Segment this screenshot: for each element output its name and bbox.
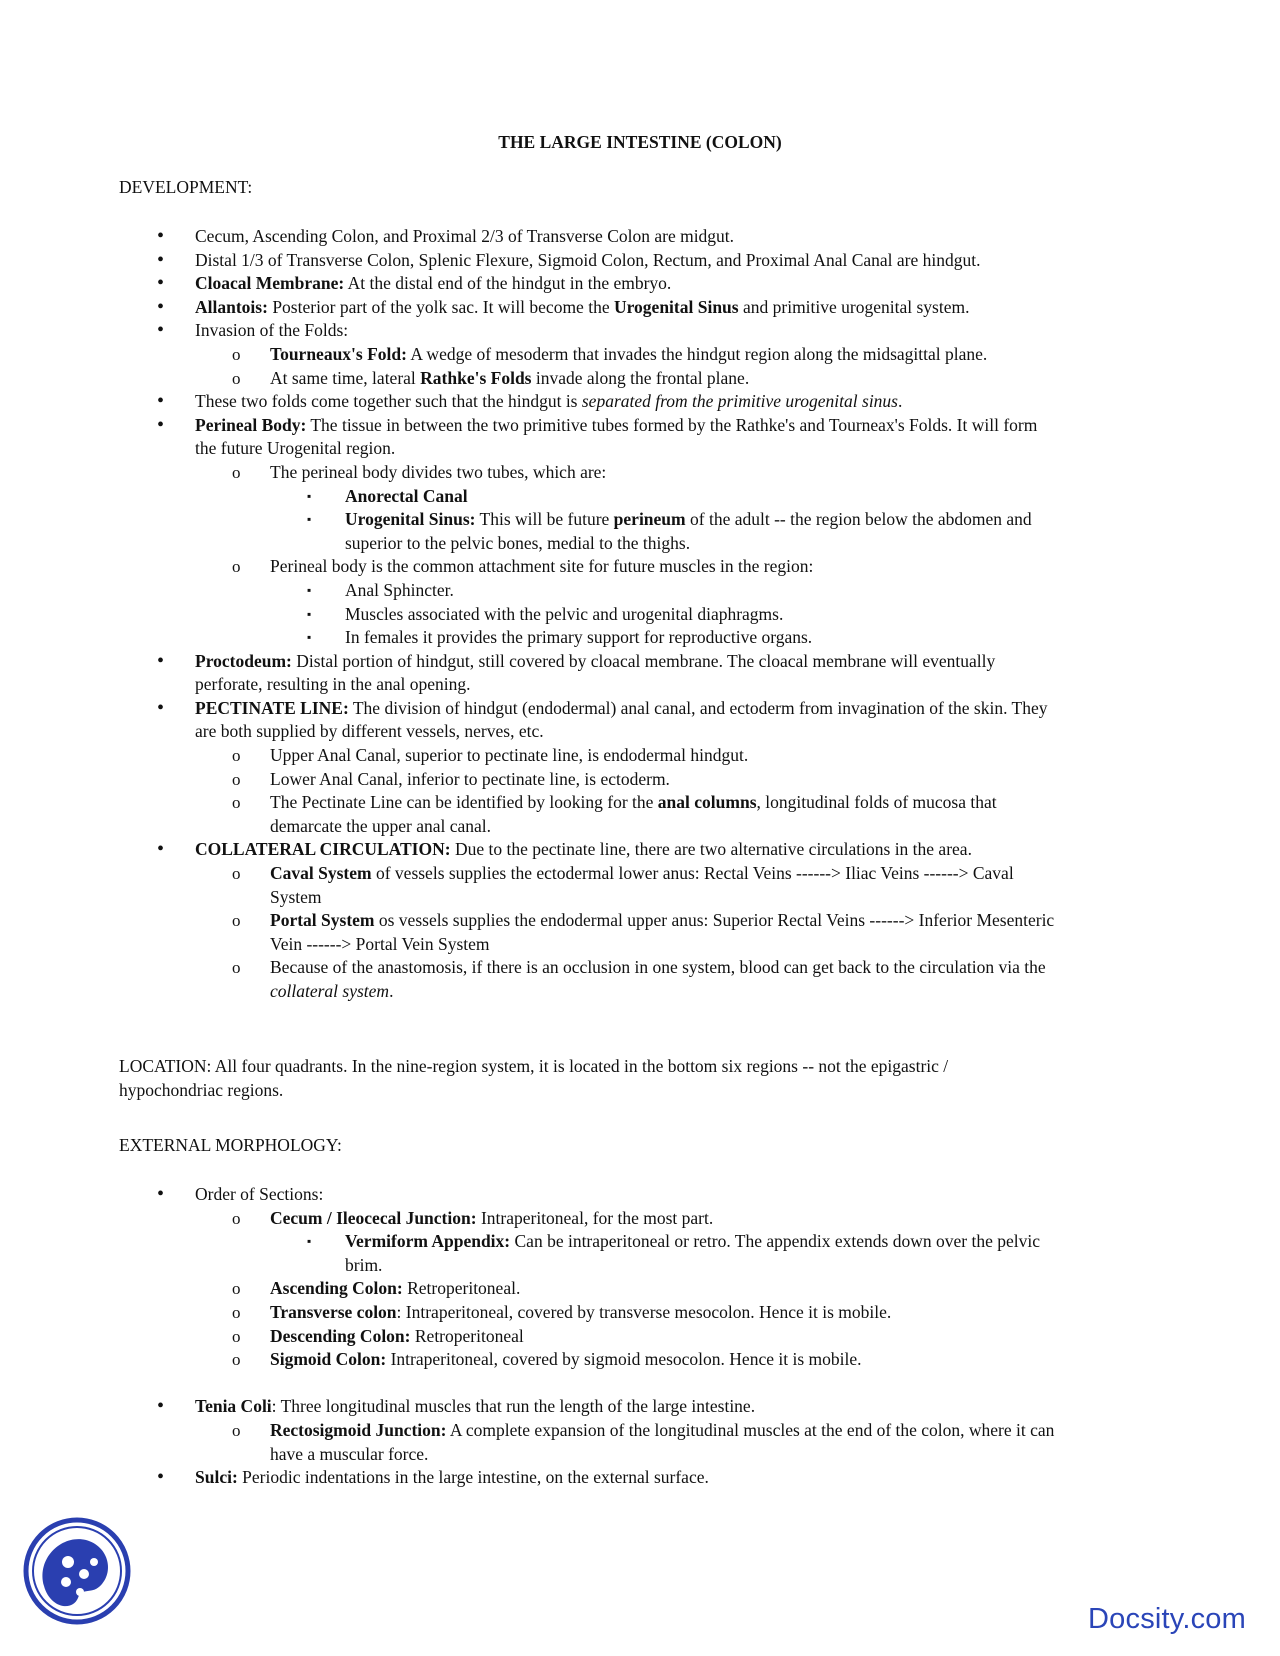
list-item: ▪ Anorectal Canal [119,485,1204,509]
list-item: • Allantois: Posterior part of the yolk sac. It will become the Urogenital Sinus and primitive urogenital system. [157,295,970,318]
list-item: o Descending Colon: Retroperitoneal [119,1325,1204,1349]
list-item: • Sulci: Periodic indentations in the large intestine, on the external surface. [157,1466,709,1489]
list-item-continuation: brim. [345,1254,383,1275]
spacer [119,1372,1204,1396]
list-item: o The Pectinate Line can be identified by looking for the anal columns, longitudinal folds of mucosa that [119,791,1204,815]
list-item: • Order of Sections: [157,1183,324,1205]
list-item: o Upper Anal Canal, superior to pectinate line, is endodermal hindgut. [119,744,1204,768]
list-item: • Tenia Coli: Three longitudinal muscles that run the length of the large intestine. [157,1395,756,1418]
list-item-continuation: System [270,886,322,907]
bullet-circle-icon: o [232,769,241,789]
list-item-continuation: the future Urogenital region. [195,438,396,459]
list-item: o At same time, lateral Rathke's Folds invade along the frontal plane. [119,367,1204,391]
morphology-list [119,1183,1204,1490]
list-item-continuation: perforate, resulting in the anal opening. [195,674,471,695]
list-item: o Cecum / Ileocecal Junction: Intraperitoneal, for the most part. [119,1207,1204,1231]
bullet-square-icon: ▪ [307,606,312,621]
list-item: • COLLATERAL CIRCULATION: Due to the pectinate line, there are two alternative circulations in the area. [157,838,972,861]
bullet-square-icon: ▪ [307,512,312,527]
bullet-circle-icon: o [232,1326,241,1346]
bullet-disc-icon: • [157,390,165,413]
docsity-watermark-link[interactable]: Docsity.com [1088,1603,1246,1635]
list-item: • PECTINATE LINE: The division of hindgut (endodermal) anal canal, and ectoderm from invagination of the skin. They [157,696,1048,719]
bullet-circle-icon: o [232,1350,241,1370]
list-item: o Perineal body is the common attachment site for future muscles in the region: [119,555,1204,579]
list-item: o Because of the anastomosis, if there is an occlusion in one system, blood can get back to the circulation via the [119,956,1204,980]
list-item-continuation: superior to the pelvic bones, medial to the thighs. [345,532,691,553]
bullet-square-icon: ▪ [307,630,312,645]
list-item-continuation: are both supplied by different vessels, nerves, etc. [195,721,544,742]
bullet-circle-icon: o [232,911,241,931]
bullet-circle-icon: o [232,1208,241,1228]
list-item: • These two folds come together such that the hindgut is separated from the primitive urogenital sinus. [157,390,903,413]
list-item: o Transverse colon: Intraperitoneal, covered by transverse mesocolon. Hence it is mobile. [119,1301,1204,1325]
list-item: ▪ In females it provides the primary support for reproductive organs. [119,626,1204,650]
docsity-logo-icon[interactable] [22,1516,132,1626]
page-title: THE LARGE INTESTINE (COLON) [498,132,782,152]
list-item: o The perineal body divides two tubes, which are: [119,461,1204,485]
list-item: • Proctodeum: Distal portion of hindgut, still covered by cloacal membrane. The cloacal membrane will eventually [157,649,996,672]
bullet-disc-icon: • [157,295,165,318]
development-list [119,225,1204,1004]
bullet-disc-icon: • [157,649,165,672]
bullet-disc-icon: • [157,1395,165,1418]
list-item: o Caval System of vessels supplies the ectodermal lower anus: Rectal Veins ------> Iliac Veins ------> Caval [119,862,1204,886]
bullet-circle-icon: o [232,344,241,364]
list-item-continuation: Vein ------> Portal Vein System [270,933,490,954]
bullet-circle-icon: o [232,864,241,884]
bullet-disc-icon: • [157,1466,165,1489]
bullet-circle-icon: o [232,1279,241,1299]
list-item: • Perineal Body: The tissue in between the two primitive tubes formed by the Rathke's and Tourneax's Folds. It will form [157,413,1038,436]
list-item-continuation: have a muscular force. [270,1443,429,1464]
list-item: ▪ Muscles associated with the pelvic and urogenital diaphragms. [119,603,1204,627]
list-item: o Portal System os vessels supplies the endodermal upper anus: Superior Rectal Veins ------> Inferior Mesenteric [119,909,1204,933]
bullet-disc-icon: • [157,248,165,271]
bullet-disc-icon: • [157,272,165,295]
list-item: • Cloacal Membrane: At the distal end of the hindgut in the embryo. [157,272,672,295]
bullet-circle-icon: o [232,958,241,978]
bullet-square-icon: ▪ [307,1234,312,1249]
list-item-continuation: demarcate the upper anal canal. [270,815,492,836]
list-item: • Invasion of the Folds: [157,319,349,342]
bullet-circle-icon: o [232,746,241,766]
location-paragraph: LOCATION: All four quadrants. In the nine-region system, it is located in the bottom six regions -- not the epigastric / hypochondriac regions. [119,1056,949,1100]
bullet-disc-icon: • [157,1183,165,1205]
development-heading: DEVELOPMENT: [119,177,253,197]
morphology-heading: EXTERNAL MORPHOLOGY: [119,1135,342,1155]
bullet-circle-icon: o [232,1302,241,1322]
bullet-circle-icon: o [232,462,241,482]
bullet-circle-icon: o [232,793,241,813]
bullet-disc-icon: • [157,696,165,719]
bullet-disc-icon: • [157,838,165,861]
bullet-square-icon: ▪ [307,582,312,597]
bullet-circle-icon: o [232,557,241,577]
list-item: ▪ Anal Sphincter. [119,579,1204,603]
bullet-circle-icon: o [232,1420,241,1440]
list-item: • Distal 1/3 of Transverse Colon, Splenic Flexure, Sigmoid Colon, Rectum, and Proximal Anal Canal are hindgut. [157,248,981,271]
list-item: o Lower Anal Canal, inferior to pectinate line, is ectoderm. [119,768,1204,792]
list-item: o Ascending Colon: Retroperitoneal. [119,1277,1204,1301]
list-item-continuation: collateral system. [270,981,394,1001]
list-item: o Rectosigmoid Junction: A complete expansion of the longitudinal muscles at the end of the colon, where it can [119,1419,1204,1443]
bullet-disc-icon: • [157,319,165,342]
bullet-disc-icon: • [157,225,165,247]
bullet-square-icon: ▪ [307,488,312,503]
list-item: o Sigmoid Colon: Intraperitoneal, covered by sigmoid mesocolon. Hence it is mobile. [119,1348,1204,1372]
list-item: ▪ Vermiform Appendix: Can be intraperitoneal or retro. The appendix extends down over the pelvic [119,1230,1204,1254]
list-item: • Cecum, Ascending Colon, and Proximal 2/3 of Transverse Colon are midgut. [157,225,735,247]
bullet-circle-icon: o [232,368,241,388]
bullet-disc-icon: • [157,413,165,436]
list-item: ▪ Urogenital Sinus: This will be future perineum of the adult -- the region below the abdomen and [119,508,1204,532]
list-item: o Tourneaux's Fold: A wedge of mesoderm that invades the hindgut region along the midsagittal plane. [119,343,1204,367]
